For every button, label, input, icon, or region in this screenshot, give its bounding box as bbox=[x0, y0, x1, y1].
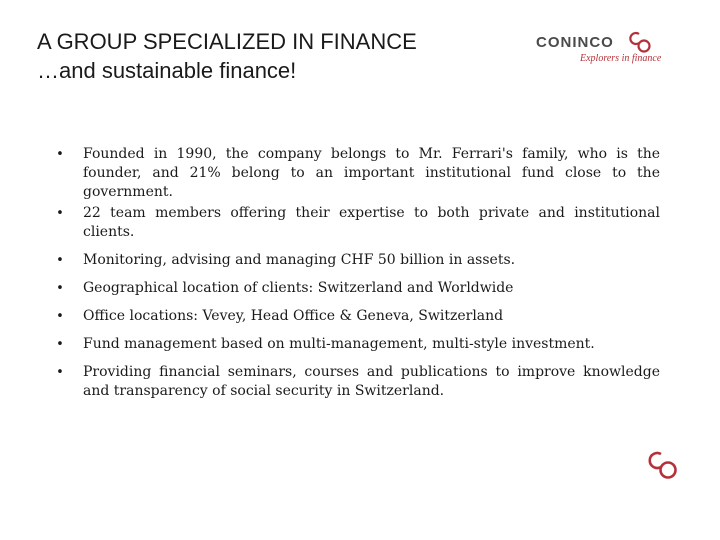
co-monogram-icon bbox=[646, 450, 682, 482]
bullet-item bbox=[54, 145, 660, 202]
bullet-text: Providing financial seminars, courses and publications to improve knowledge and transparency of social security in Switzerland. bbox=[83, 364, 660, 399]
bullet-item bbox=[54, 307, 660, 326]
bullet-item bbox=[54, 363, 660, 401]
bullet-dot: • bbox=[56, 337, 64, 352]
logo-wordmark: CONINCO bbox=[536, 34, 614, 51]
bullet-dot: • bbox=[56, 147, 64, 162]
bullet-dot: • bbox=[56, 309, 64, 324]
bullet-list bbox=[54, 145, 660, 410]
bullet-text: Fund management based on multi-management, multi-style investment. bbox=[83, 336, 595, 352]
bullet-item bbox=[54, 335, 660, 354]
bullet-item bbox=[54, 279, 660, 298]
slide-title bbox=[37, 27, 417, 85]
bullet-item bbox=[54, 204, 660, 242]
co-monogram-icon bbox=[628, 31, 654, 55]
bullet-text: Office locations: Vevey, Head Office & Geneva, Switzerland bbox=[83, 308, 504, 324]
bullet-text: Founded in 1990, the company belongs to Mr. Ferrari's family, who is the founder, and 21% belong to an important institutional fund close to the government. bbox=[83, 146, 660, 200]
bullet-text: Monitoring, advising and managing CHF 50 billion in assets. bbox=[83, 252, 516, 268]
title-line-1: A GROUP SPECIALIZED IN FINANCE bbox=[37, 29, 417, 54]
bullet-dot: • bbox=[56, 253, 64, 268]
logo-tagline: Explorers in finance bbox=[580, 53, 662, 64]
bullet-text: 22 team members offering their expertise to both private and institutional clients. bbox=[83, 205, 660, 240]
bullet-dot: • bbox=[56, 206, 64, 221]
bullet-item bbox=[54, 251, 660, 270]
title-line-2: …and sustainable finance! bbox=[37, 58, 297, 83]
bullet-text: Geographical location of clients: Switzerland and Worldwide bbox=[83, 280, 514, 296]
coninco-logo bbox=[536, 30, 696, 70]
bullet-dot: • bbox=[56, 365, 64, 380]
bullet-dot: • bbox=[56, 281, 64, 296]
